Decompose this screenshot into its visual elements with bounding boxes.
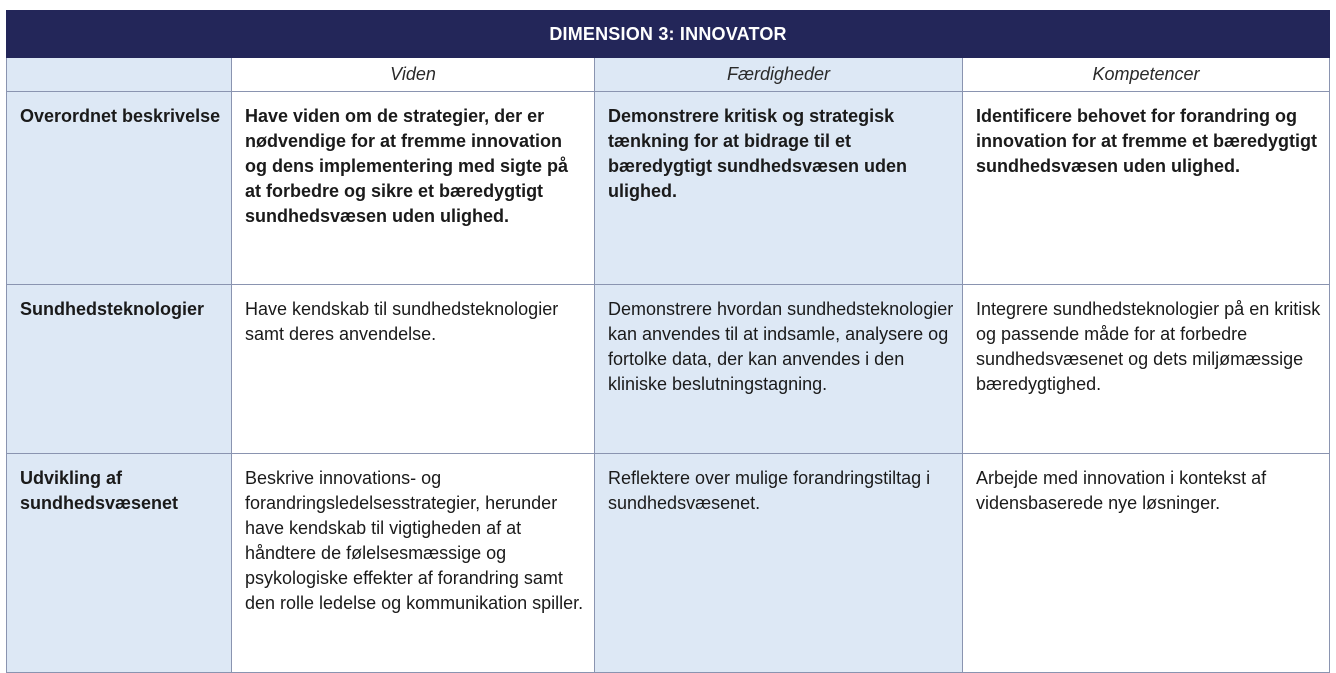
- dimension-table: [6, 10, 1330, 673]
- table-row: [7, 454, 1330, 673]
- table-title-row: [7, 11, 1330, 58]
- row-label-sundhedsteknologier: Sundhedsteknologier: [7, 285, 232, 454]
- column-header-empty: [7, 58, 232, 92]
- column-header-viden: Viden: [232, 58, 595, 92]
- row-label-udvikling: Udvikling af sundhedsvæsenet: [7, 454, 232, 673]
- cell-viden: Have kendskab til sundhedsteknologier samt deres anvendelse.: [232, 285, 595, 454]
- cell-kompetencer: Integrere sundhedsteknologier på en kritisk og passende måde for at forbedre sundhedsvæsenet og dets miljømæssige bæredygtighed.: [963, 285, 1330, 454]
- cell-kompetencer: Identificere behovet for forandring og innovation for at fremme et bæredygtigt sundhedsvæsen uden ulighed.: [963, 92, 1330, 285]
- column-header-faerdigheder: Færdigheder: [595, 58, 963, 92]
- table-row: [7, 92, 1330, 285]
- column-header-row: [7, 58, 1330, 92]
- dimension-table-wrapper: [6, 10, 1329, 673]
- table-title: DIMENSION 3: INNOVATOR: [7, 11, 1330, 58]
- column-header-kompetencer: Kompetencer: [963, 58, 1330, 92]
- row-label-overordnet: Overordnet beskrivelse: [7, 92, 232, 285]
- cell-kompetencer: Arbejde med innovation i kontekst af vidensbaserede nye løsninger.: [963, 454, 1330, 673]
- cell-faerdigheder: Demonstrere hvordan sundhedsteknologier kan anvendes til at indsamle, analysere og fortolke data, der kan anvendes i den kliniske beslutningstagning.: [595, 285, 963, 454]
- table-row: [7, 285, 1330, 454]
- cell-faerdigheder: Demonstrere kritisk og strategisk tænkning for at bidrage til et bæredygtigt sundhedsvæsen uden ulighed.: [595, 92, 963, 285]
- cell-faerdigheder: Reflektere over mulige forandringstiltag i sundhedsvæsenet.: [595, 454, 963, 673]
- cell-viden: Beskrive innovations- og forandringsledelsesstrategier, herunder have kendskab til vigtigheden af at håndtere de følelsesmæssige og psykologiske effekter af forandring samt den rolle ledelse og kommunikation spiller.: [232, 454, 595, 673]
- cell-viden: Have viden om de strategier, der er nødvendige for at fremme innovation og dens implementering med sigte på at forbedre og sikre et bæredygtigt sundhedsvæsen uden ulighed.: [232, 92, 595, 285]
